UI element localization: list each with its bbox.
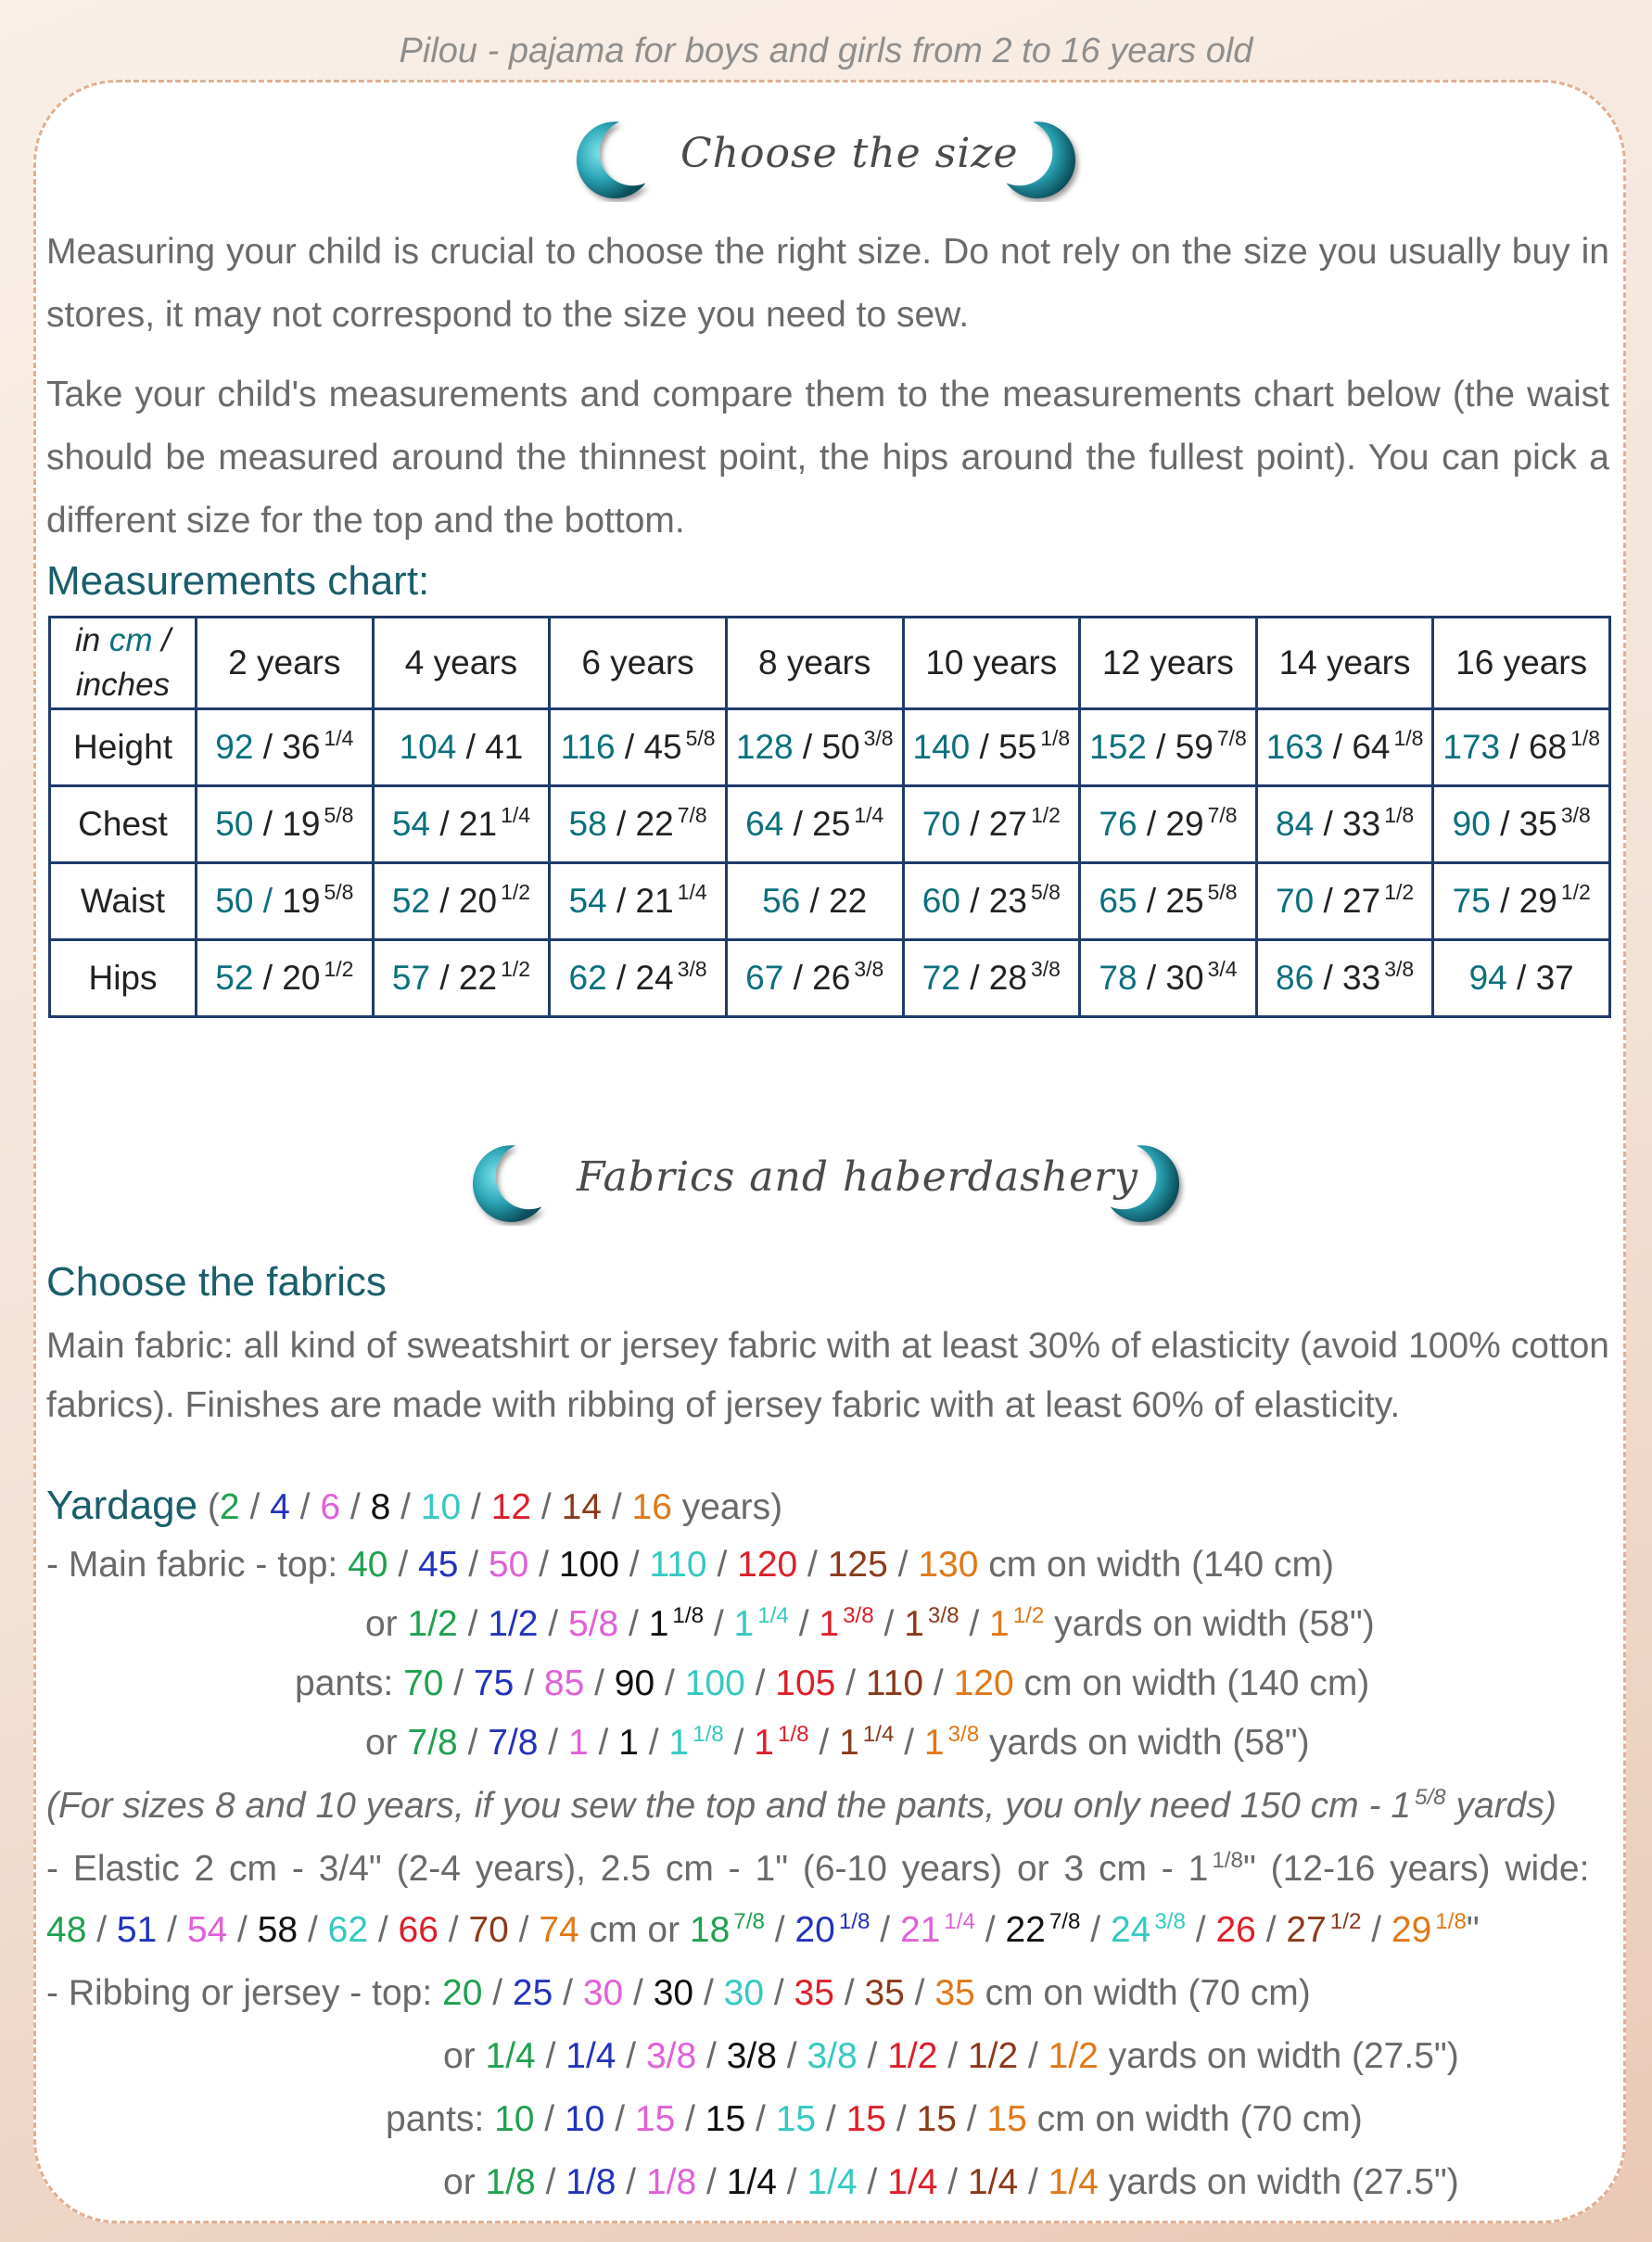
main-fabric-pants-cm-line: pants: 70 / 75 / 85 / 90 / 100 / 105 / 110 / 120 cm on width (140 cm) <box>295 1663 1370 1703</box>
measurement-cell: 152 / 59 $^{7/8}$ <box>1080 709 1257 786</box>
measurements-table <box>48 616 1611 1018</box>
yardage-value: 50 <box>488 1545 529 1585</box>
ribbing-value: 35 <box>794 1973 834 2013</box>
yardage-value: 110 <box>865 1663 924 1703</box>
size-value: 12 <box>490 1487 532 1527</box>
elastic-value: 58 <box>257 1910 299 1950</box>
moon-right-icon <box>999 115 1087 202</box>
measurement-cell: 60 / 23 $^{5/8}$ <box>903 863 1080 940</box>
ribbing-value: 1/2 <box>887 2036 938 2076</box>
measurement-cell: 92 / 36 $^{1/4}$ <box>197 709 374 786</box>
yardage-value: 1 <box>618 1723 639 1763</box>
yardage-value: 1 $^{1/8}$ <box>648 1603 705 1644</box>
row-label: Chest <box>50 786 197 863</box>
ribbing-value: 35 <box>934 1973 975 2013</box>
yardage-value: 1/2 <box>407 1604 458 1644</box>
measurement-cell: 62 / 24 $^{3/8}$ <box>550 940 727 1017</box>
yardage-value: 90 <box>614 1663 655 1703</box>
choose-fabrics-heading: Choose the fabrics <box>46 1259 387 1305</box>
row-label: Waist <box>50 863 197 940</box>
row-label: Height <box>50 709 197 786</box>
ribbing-value: 30 <box>723 1973 765 2013</box>
ribbing-value: 1/4 <box>1048 2162 1099 2202</box>
section-title-choose-size: Choose the size <box>680 130 1019 177</box>
yardage-value: 1 $^{1/8}$ <box>754 1722 809 1763</box>
elastic-value: 54 <box>186 1910 228 1950</box>
measurement-cell: 128 / 50 $^{3/8}$ <box>726 709 903 786</box>
yardage-value: 40 <box>348 1545 388 1585</box>
ribbing-value: 15 <box>986 2099 1027 2139</box>
main-fabric-top-yd-line: or 1/2 / 1/2 / 5/8 / 1 $^{1/8}$ / 1 $^{1/4}$ / 1 $^{3/8}$ / 1 $^{3/8}$ / 1 $^{1/2}$ yards on width (58") <box>365 1603 1375 1644</box>
elastic-value: 70 <box>468 1910 509 1950</box>
main-fabric-pants-yd-line: or 7/8 / 7/8 / 1 / 1 / 1 $^{1/8}$ / 1 $^{1/8}$ / 1 $^{1/4}$ / 1 $^{3/8}$ yards on width (58") <box>365 1722 1310 1763</box>
column-header: 10 years <box>903 618 1080 709</box>
measurement-cell: 54 / 21 $^{1/4}$ <box>550 863 727 940</box>
ribbing-value: 25 <box>512 1973 553 2013</box>
elastic-value: 62 <box>327 1910 369 1950</box>
elastic-value: 51 <box>116 1910 158 1950</box>
size-value: 4 <box>270 1487 290 1527</box>
measurement-cell: 94 / 37 <box>1433 940 1610 1017</box>
ribbing-value: 1/2 <box>1048 2036 1099 2076</box>
moon-right-icon <box>1103 1139 1190 1226</box>
yardage-value: 1 $^{3/8}$ <box>819 1603 874 1644</box>
ribbing-value: 1/4 <box>887 2162 938 2202</box>
table-corner-cell: in cm / inches <box>50 618 197 709</box>
column-header: 6 years <box>550 618 727 709</box>
measurement-cell: 65 / 25 $^{5/8}$ <box>1080 863 1257 940</box>
measuring-paragraph: Take your child's measurements and compare them to the measurements chart below (the waist should be measured around the thinnest point, the hips around the fullest point). You can pick a different size for the top and the bottom. <box>46 375 1609 541</box>
ribbing-value: 15 <box>705 2099 746 2139</box>
elastic-value: 20 $^{1/8}$ <box>794 1909 870 1950</box>
elastic-value: 22 $^{7/8}$ <box>1005 1909 1081 1950</box>
measurement-cell: 56 / 22 <box>726 863 903 940</box>
elastic-value: 48 <box>46 1910 87 1950</box>
document-title: Pilou - pajama for boys and girls from 2 to 16 years old <box>399 32 1253 70</box>
yardage-value: 75 <box>473 1663 515 1703</box>
measurement-cell: 70 / 27 $^{1/2}$ <box>1256 863 1433 940</box>
column-header: 12 years <box>1080 618 1257 709</box>
elastic-value: 24 $^{3/8}$ <box>1110 1909 1186 1950</box>
yardage-value: 105 <box>775 1663 836 1703</box>
elastic-value: 29 $^{1/8}$ <box>1391 1909 1467 1950</box>
measurement-cell: 173 / 68 $^{1/8}$ <box>1433 709 1610 786</box>
ribbing-value: 1/8 <box>645 2162 697 2202</box>
yardage-sizes-line: Yardage (2 / 4 / 6 / 8 / 10 / 12 / 14 / 16 years) <box>46 1483 783 1528</box>
ribbing-value: 15 <box>775 2099 817 2139</box>
yardage-value: 130 <box>918 1545 979 1585</box>
elastic-value: 27 $^{1/2}$ <box>1286 1909 1362 1950</box>
elastic-value: 66 <box>398 1910 438 1950</box>
moon-left-icon <box>565 115 653 202</box>
yardage-value: 1 $^{3/8}$ <box>923 1722 980 1763</box>
size-value: 8 <box>370 1487 391 1527</box>
yardage-value: 1 $^{1/2}$ <box>989 1603 1045 1644</box>
measurement-cell: 104 / 41 <box>373 709 550 786</box>
ribbing-value: 15 <box>634 2099 676 2139</box>
yardage-value: 1/2 <box>488 1604 539 1644</box>
measurement-cell: 50 / 19 $^{5/8}$ <box>197 786 374 863</box>
ribbing-pants-yd-line: or 1/8 / 1/8 / 1/8 / 1/4 / 1/4 / 1/4 / 1/4 / 1/4 yards on width (27.5") <box>443 2162 1459 2202</box>
yardage-value: 7/8 <box>407 1723 458 1763</box>
yardage-heading: Yardage <box>46 1483 198 1528</box>
measurement-cell: 52 / 20 $^{1/2}$ <box>197 940 374 1017</box>
ribbing-value: 10 <box>494 2099 535 2139</box>
elastic-value: 18 $^{7/8}$ <box>689 1909 765 1950</box>
elastic-values-line: 48 / 51 / 54 / 58 / 62 / 66 / 70 / 74 cm or 18 $^{7/8}$ / 20 $^{1/8}$ / 21 $^{1/4}$ / 22 $^{7/8}$ / 24 $^{3/8}$ / 26 / 27 $^{1/2}$ / 29 $^{1/8}$" <box>46 1909 1480 1950</box>
measurement-cell: 75 / 29 $^{1/2}$ <box>1433 863 1610 940</box>
fabrics-paragraph: Main fabric: all kind of sweatshirt or jersey fabric with at least 30% of elasticity (avoid 100% cotton fabrics). Finishes are made with ribbing of jersey fabric with at least 60% of elasticity. <box>46 1326 1609 1425</box>
ribbing-pants-cm-line: pants: 10 / 10 / 15 / 15 / 15 / 15 / 15 / 15 cm on width (70 cm) <box>386 2099 1363 2139</box>
ribbing-top-yd-line: or 1/4 / 1/4 / 3/8 / 3/8 / 3/8 / 1/2 / 1/2 / 1/2 yards on width (27.5") <box>443 2036 1459 2076</box>
ribbing-value: 1/4 <box>726 2162 777 2202</box>
measurement-cell: 58 / 22 $^{7/8}$ <box>550 786 727 863</box>
ribbing-top-cm-line: - Ribbing or jersey - top: 20 / 25 / 30 / 30 / 30 / 35 / 35 / 35 cm on width (70 cm) <box>46 1973 1311 2013</box>
yardage-value: 1 $^{1/4}$ <box>733 1603 789 1644</box>
table-row <box>50 863 1610 940</box>
ribbing-value: 3/8 <box>726 2036 777 2076</box>
section-title-fabrics: Fabrics and haberdashery <box>577 1153 1139 1201</box>
ribbing-value: 30 <box>582 1973 624 2013</box>
measurement-cell: 70 / 27 $^{1/2}$ <box>903 786 1080 863</box>
measurement-cell: 64 / 25 $^{1/4}$ <box>726 786 903 863</box>
yardage-value: 70 <box>403 1663 444 1703</box>
yardage-value: 120 <box>953 1663 1014 1703</box>
table-header-row <box>50 618 1610 709</box>
yardage-value: 1 $^{3/8}$ <box>904 1603 959 1644</box>
yardage-value: 85 <box>543 1663 585 1703</box>
column-header: 2 years <box>197 618 374 709</box>
ribbing-value: 1/4 <box>485 2036 536 2076</box>
measurement-cell: 140 / 55 $^{1/8}$ <box>903 709 1080 786</box>
column-header: 8 years <box>726 618 903 709</box>
elastic-value: 21 $^{1/4}$ <box>899 1909 975 1950</box>
ribbing-value: 10 <box>564 2099 605 2139</box>
measurement-cell: 84 / 33 $^{1/8}$ <box>1256 786 1433 863</box>
measurement-cell: 76 / 29 $^{7/8}$ <box>1080 786 1257 863</box>
ribbing-value: 3/8 <box>645 2036 697 2076</box>
yardage-value: 110 <box>649 1545 707 1585</box>
size-value: 16 <box>631 1487 672 1527</box>
measurement-cell: 57 / 22 $^{1/2}$ <box>373 940 550 1017</box>
ribbing-value: 1/4 <box>967 2162 1019 2202</box>
column-header: 14 years <box>1256 618 1433 709</box>
yardage-value: 45 <box>418 1545 459 1585</box>
size-value: 14 <box>561 1487 602 1527</box>
yardage-value: 5/8 <box>567 1604 619 1644</box>
measurement-cell: 67 / 26 $^{3/8}$ <box>726 940 903 1017</box>
yardage-value: 1 $^{1/4}$ <box>839 1722 895 1763</box>
elastic-value: 74 <box>539 1910 579 1950</box>
sizes-note-line: (For sizes 8 and 10 years, if you sew the top and the pants, you only need 150 cm - 1 $^{5/8}$ yards) <box>46 1785 1557 1826</box>
measurement-cell: 116 / 45 $^{5/8}$ <box>550 709 727 786</box>
yardage-value: 100 <box>558 1545 619 1585</box>
elastic-value: 26 <box>1215 1910 1256 1950</box>
measurement-cell: 163 / 64 $^{1/8}$ <box>1256 709 1433 786</box>
moon-left-icon <box>462 1139 549 1226</box>
size-value: 6 <box>320 1487 341 1527</box>
ribbing-value: 15 <box>845 2099 886 2139</box>
ribbing-value: 1/8 <box>485 2162 536 2202</box>
ribbing-value: 1/4 <box>565 2036 616 2076</box>
ribbing-value: 15 <box>916 2099 957 2139</box>
row-label: Hips <box>50 940 197 1017</box>
ribbing-value: 35 <box>864 1973 905 2013</box>
measurement-cell: 90 / 35 $^{3/8}$ <box>1433 786 1610 863</box>
ribbing-value: 20 <box>442 1973 483 2013</box>
table-row <box>50 786 1610 863</box>
column-header: 16 years <box>1433 618 1610 709</box>
measurement-cell: 86 / 33 $^{3/8}$ <box>1256 940 1433 1017</box>
measurements-chart-heading: Measurements chart: <box>46 558 430 604</box>
yardage-value: 120 <box>737 1545 798 1585</box>
yardage-value: 1 $^{1/8}$ <box>668 1722 724 1763</box>
ribbing-value: 1/2 <box>967 2036 1019 2076</box>
size-value: 2 <box>219 1487 240 1527</box>
yardage-value: 7/8 <box>488 1723 539 1763</box>
measurement-cell: 78 / 30 $^{3/4}$ <box>1080 940 1257 1017</box>
measurement-cell: 54 / 21 $^{1/4}$ <box>373 786 550 863</box>
main-fabric-top-cm-line: - Main fabric - top: 40 / 45 / 50 / 100 / 110 / 120 / 125 / 130 cm on width (140 cm) <box>46 1545 1335 1585</box>
measurement-cell: 72 / 28 $^{3/8}$ <box>903 940 1080 1017</box>
ribbing-value: 3/8 <box>807 2036 858 2076</box>
yardage-value: 1 <box>567 1723 589 1763</box>
ribbing-value: 1/4 <box>807 2162 858 2202</box>
measurement-cell: 50 / 19 $^{5/8}$ <box>197 863 374 940</box>
elastic-line: - Elastic 2 cm - 3/4" (2-4 years), 2.5 cm - 1" (6-10 years) or 3 cm - 1 $^{1/8}$" (12-16 years) wide: <box>46 1848 1590 1889</box>
yardage-value: 100 <box>684 1663 745 1703</box>
table-row <box>50 709 1610 786</box>
measurement-cell: 52 / 20 $^{1/2}$ <box>373 863 550 940</box>
ribbing-value: 1/8 <box>565 2162 616 2202</box>
yardage-value: 125 <box>827 1545 888 1585</box>
column-header: 4 years <box>373 618 550 709</box>
intro-paragraph: Measuring your child is crucial to choose the right size. Do not rely on the size you usually buy in stores, it may not correspond to the size you need to sew. <box>46 232 1609 335</box>
size-value: 10 <box>420 1487 462 1527</box>
ribbing-value: 30 <box>653 1973 694 2013</box>
table-row <box>50 940 1610 1017</box>
